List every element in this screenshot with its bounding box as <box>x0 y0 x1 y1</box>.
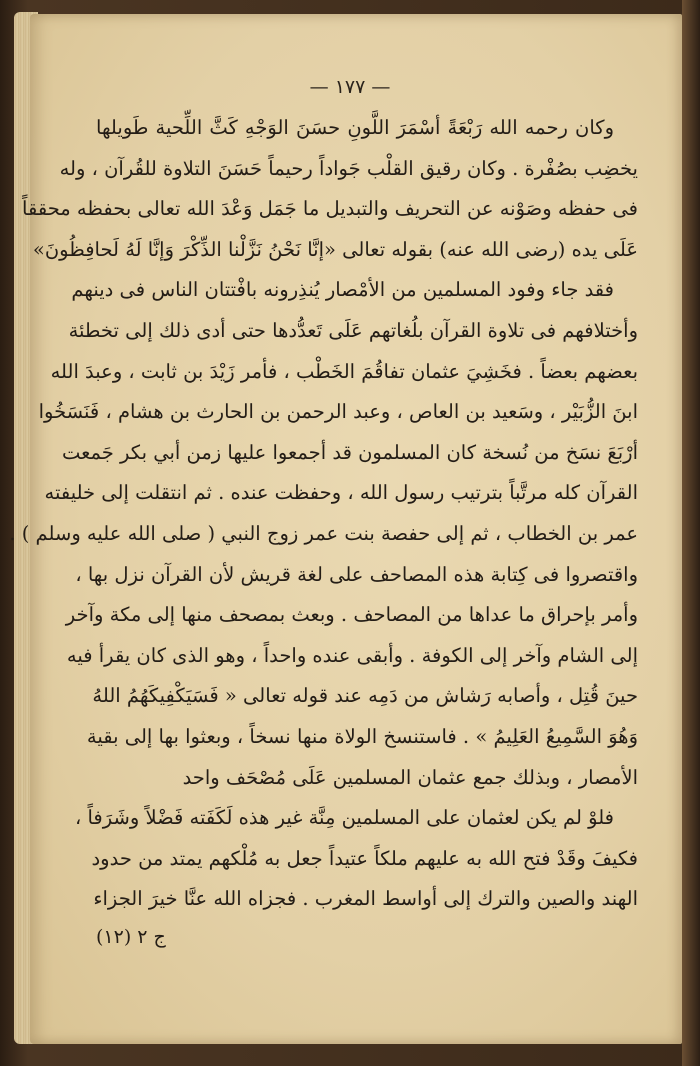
text-line: وَهُوَ السَّمِيعُ العَلِيمُ » . فاستنسخ الولاة منها نسخاً ، وبعثوا بها إلى بقية <box>86 724 638 748</box>
text-line: فى حفظه وصَوْنه عن التحريف والتبديل ما جَمَل وَعْدَ الله تعالى بحفظه محققاً <box>22 197 638 221</box>
text-line: ابنَ الزُّبَيْر ، وسَعيد بن العاص ، وعبد الرحمن بن الحارث بن هشام ، فَنَسَخُوا <box>38 400 638 424</box>
text-line: وأمر بإحراق ما عداها من المصاحف . وبعث بمصحف منها إلى مكة وآخر <box>65 603 638 627</box>
text-line: واقتصروا فى كِتابة هذه المصاحف على لغة قريش لأن القرآن نزل بها ، <box>75 562 638 586</box>
text-line: إلى الشام وآخر إلى الكوفة . وأبقى عنده واحداً ، وهو الذى كان يقرأ فيه <box>66 643 638 667</box>
text-line: يخضِب بصُفْرة . وكان رقيق القلْب جَواداً رحيماً حَسَنَ التلاوة للقُرآن ، وله <box>59 156 638 180</box>
body-text <box>9 108 638 920</box>
text-line: وأختلافهم فى تلاوة القرآن بلُغاتهم عَلَى تَعدُّدها حتى أدى ذلك إلى تخطئة <box>68 318 638 342</box>
text-line: أرْبَعَ نسَخ من نُسخة كان المسلمون قد أجمعوا عليها زمن أبي بكر جَمعت <box>61 440 638 464</box>
signature-mark: ج ٢ (١٢) <box>96 926 166 948</box>
text-line: فكيفَ وقَدْ فتح الله به عليهم ملكاً عتيداً جعل به مُلْكهم يمتد من حدود <box>91 846 638 870</box>
text-line: بعضهم بعضاً . فخَشِيَ عثمان تفاقُمَ الخَطْب ، فأمر زَيْدَ بن ثابت ، وعبدَ الله <box>50 359 638 383</box>
text-line: الأمصار ، وبذلك جمع عثمان المسلمين عَلَى مُصْحَف واحد <box>182 765 638 789</box>
page-number: — ١٧٧ — <box>309 76 391 98</box>
binding-edge <box>682 0 700 1066</box>
text-line: القرآن كله مرتَّباً بترتيب رسول الله ، وحفظت عنده . ثم انتقلت إلى خليفته <box>44 481 638 505</box>
text-line: فقد جاء وفود المسلمين من الأمْصار يُنذِرونه بافْتتان الناس فى دينهم <box>71 278 614 302</box>
text-line: الهند والصين والترك إلى أواسط المغرب . فجزاه الله عنَّا خيرَ الجزاء <box>93 887 638 911</box>
text-line: عَلَى يده (رضى الله عنه) بقوله تعالى «إنَّا نَحْنُ نَزَّلْنا الذِّكْرَ وَإنَّا لَهُ لَحافِظُونَ» <box>32 237 638 261</box>
text-line: فلوْ لم يكن لعثمان على المسلمين مِنَّة غير هذه لَكَفَته فَضْلاً وشَرَفاً ، <box>74 806 614 830</box>
text-line: عمر بن الخطاب ، ثم إلى حفصة بنت عمر زوج النبي ( صلى الله عليه وسلم ) . <box>9 521 638 545</box>
text-line: حينَ قُتِل ، وأصابه رَشاش من دَمِه عند قوله تعالى « فَسَيَكْفِيكَهُمُ اللهُ <box>92 684 638 708</box>
text-line: وكان رحمه الله رَبْعَةً أسْمَرَ اللَّونِ حسَنَ الوَجْهِ كَثَّ اللِّحية طَويلها <box>96 116 614 139</box>
